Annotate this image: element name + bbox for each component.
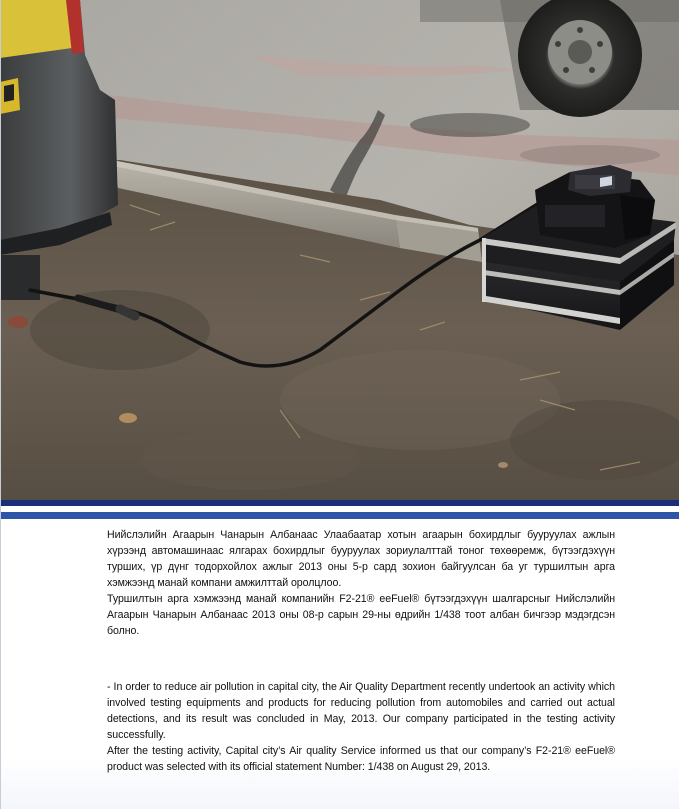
- header-rule-light: [0, 512, 679, 519]
- mongolian-paragraph-2: Туршилтын арга хэмжээнд манай компанийн F2-21® eeFuel® бүтээгдэхүүн шалгарсныг Нийслэлийн Агаарын Чанарын Албанаас 2013 оны 08-р сарын 29-ны өдрийн 1/438 тоот албан бичгээр мэдэгдсэн болно.: [107, 593, 615, 637]
- english-text-block: [107, 679, 615, 775]
- english-paragraph-2: After the testing activity, Capital city’s Air quality Service informed us that our company’s F2-21® eeFuel® product was selected with its official statement Number: 1/438 on August 29, 2013.: [107, 745, 615, 773]
- page-edge: [0, 0, 1, 809]
- mongolian-paragraph-1: Нийслэлийн Агаарын Чанарын Албанаас Улаабаатар хотын агаарын бохирдлыг бууруулах ажлын хүрээнд автомашинаас ялгарах бохирдлыг бууруулах зориулалттай тоног төхөөремж, бүтээгдэхүүн турших, үр дүнг тодорхойлох ажлыг 2013 оны 5-р сард зохион байгуулсан ба уг туршилтын арга хэмжээнд манай компани амжилттай оролцлоо.: [107, 529, 615, 589]
- mongolian-text-block: [107, 527, 615, 639]
- english-paragraph-1: - In order to reduce air pollution in capital city, the Air Quality Department recently undertook an activity which involved testing equipments and products for reducing pollution from automobiles and carried out actual detections, and its result was concluded in May, 2013. Our company participated in the testing activity successfully.: [107, 681, 615, 741]
- header-rule-dark: [0, 500, 679, 506]
